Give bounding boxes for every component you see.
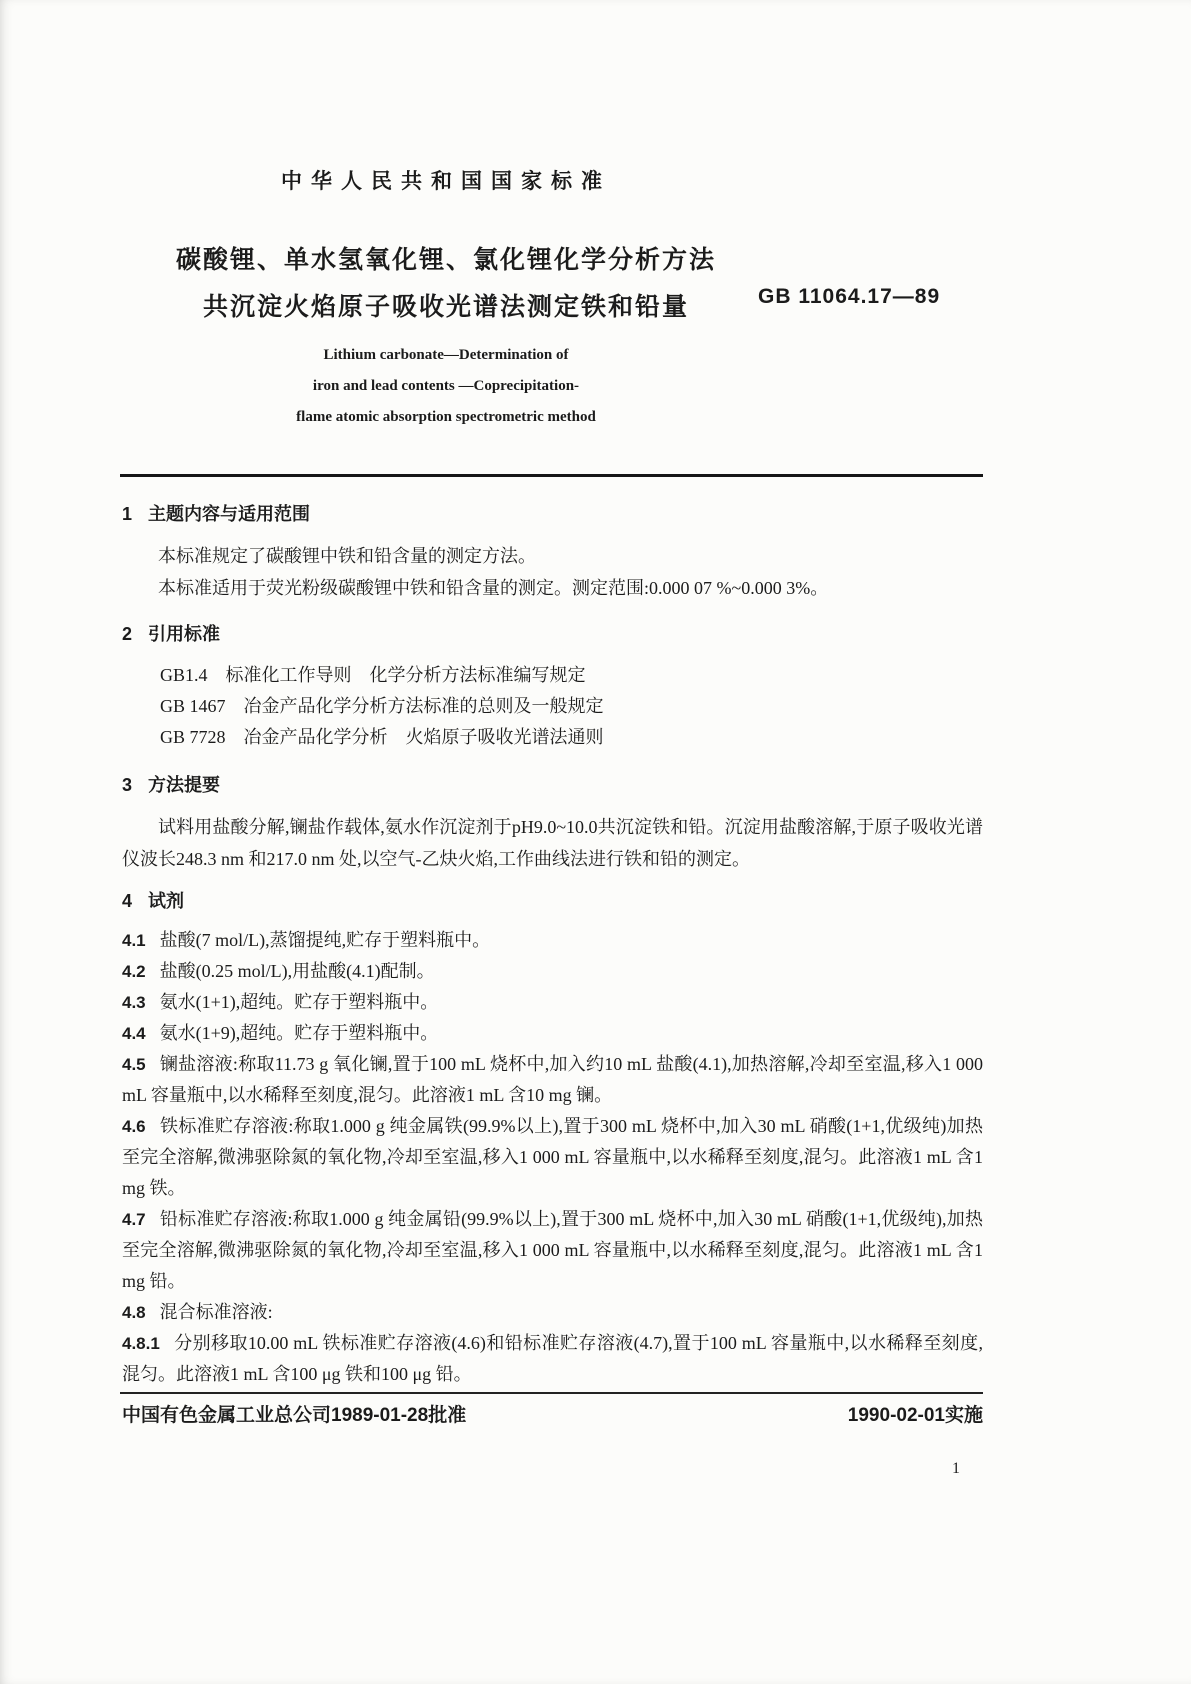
section-1-heading [122, 502, 983, 526]
section-3-number: 3 [122, 775, 133, 795]
clause-number: 4.2 [122, 962, 146, 981]
document-body [122, 490, 983, 1390]
reference-item: GB1.4 标准化工作导则 化学分析方法标准编写规定 [160, 665, 586, 685]
clause-text: 铁标准贮存溶液:称取1.000 g 纯金属铁(99.9%以上),置于300 mL 烧杯中,加入30 mL 硝酸(1+1,优级纯)加热至完全溶解,微沸驱除氮的氧化物,冷却至室温,移入1 000 mL 容量瓶中,以水稀释至刻度,混匀。此溶液1 mL 含1 mg 铁。 [122, 1116, 983, 1198]
clause-number: 4.7 [122, 1210, 146, 1229]
doc-title-en-line2: iron and lead contents —Coprecipitation- [312, 378, 580, 394]
reagent-item-4-8 [122, 1297, 983, 1328]
section-3-heading [122, 773, 983, 797]
clause-number: 4.4 [122, 1024, 146, 1043]
clause-text: 铅标准贮存溶液:称取1.000 g 纯金属铅(99.9%以上),置于300 mL 烧杯中,加入30 mL 硝酸(1+1,优级纯),加热至完全溶解,微沸驱除氮的氧化物,冷却至室温,移入1 000 mL 容量瓶中,以水稀释至刻度,混匀。此溶液1 mL 含1 mg 铅。 [122, 1209, 983, 1291]
reagent-item-4-8-1 [122, 1328, 983, 1390]
section-1-title: 主题内容与适用范围 [148, 504, 311, 524]
doc-title-en-line1: Lithium carbonate—Determination of [323, 347, 569, 363]
clause-text: 分别移取10.00 mL 铁标准贮存溶液(4.6)和铅标准贮存溶液(4.7),置于100 mL 容量瓶中,以水稀释至刻度,混匀。此溶液1 mL 含100 μg 铁和100 μg 铅。 [122, 1333, 983, 1384]
scope-paragraph: 本标准规定了碳酸锂中铁和铅含量的测定方法。 [158, 546, 536, 566]
method-summary-paragraph: 试料用盐酸分解,镧盐作载体,氨水作沉淀剂于pH9.0~10.0共沉淀铁和铅。沉淀用盐酸溶解,于原子吸收光谱仪波长248.3 nm 和217.0 nm 处,以空气-乙炔火焰,工作曲线法进行铁和铅的测定。 [122, 817, 983, 869]
section-3-title: 方法提要 [148, 775, 221, 795]
reagent-item-4-3 [122, 987, 983, 1018]
clause-number: 4.5 [122, 1055, 146, 1074]
clause-number: 4.1 [122, 931, 146, 950]
doc-title-en-line3: flame atomic absorption spectrometric method [296, 409, 596, 425]
header-divider [120, 474, 983, 477]
reference-item: GB 1467 冶金产品化学分析方法标准的总则及一般规定 [160, 696, 604, 716]
reagent-item-4-7 [122, 1204, 983, 1297]
reagent-list [122, 925, 983, 1390]
page-number: 1 [952, 1460, 960, 1477]
section-4-heading [122, 889, 983, 913]
section-4-number: 4 [122, 891, 133, 911]
implementation-note: 1990-02-01实施 [847, 1405, 983, 1426]
section-2-title: 引用标准 [148, 624, 221, 644]
clause-text: 镧盐溶液:称取11.73 g 氧化镧,置于100 mL 烧杯中,加入约10 mL 盐酸(4.1),加热溶解,冷却至室温,移入1 000 mL 容量瓶中,以水稀释至刻度,混匀。此溶液1 mL 含10 mg 镧。 [122, 1054, 983, 1105]
clause-number: 4.8.1 [122, 1334, 160, 1353]
reagent-item-4-2 [122, 956, 983, 987]
clause-text: 氨水(1+1),超纯。贮存于塑料瓶中。 [159, 992, 439, 1012]
doc-title-zh-line1: 碳酸锂、单水氢氧化锂、氯化锂化学分析方法 [175, 246, 716, 274]
footer [122, 1400, 983, 1427]
reference-item: GB 7728 冶金产品化学分析 火焰原子吸收光谱法通则 [160, 727, 604, 747]
reagent-item-4-1 [122, 925, 983, 956]
clause-text: 盐酸(7 mol/L),蒸馏提纯,贮存于塑料瓶中。 [159, 930, 491, 950]
footer-divider [120, 1392, 983, 1394]
section-2-heading [122, 622, 983, 646]
section-1-number: 1 [122, 504, 133, 524]
reagent-item-4-5 [122, 1049, 983, 1111]
reagent-item-4-6 [122, 1111, 983, 1204]
section-2-number: 2 [122, 624, 133, 644]
standard-code: GB 11064.17—89 [758, 285, 941, 308]
clause-number: 4.8 [122, 1303, 146, 1322]
section-4-title: 试剂 [148, 891, 185, 911]
clause-number: 4.6 [122, 1117, 146, 1136]
reagent-item-4-4 [122, 1018, 983, 1049]
clause-number: 4.3 [122, 993, 146, 1012]
range-paragraph: 本标准适用于荧光粉级碳酸锂中铁和铅含量的测定。测定范围:0.000 07 %~0.000 3%。 [158, 578, 829, 598]
clause-text: 混合标准溶液: [159, 1302, 273, 1322]
doc-title-zh-line2: 共沉淀火焰原子吸收光谱法测定铁和铅量 [202, 293, 689, 321]
reference-list [122, 660, 983, 753]
clause-text: 氨水(1+9),超纯。贮存于塑料瓶中。 [159, 1023, 439, 1043]
approval-note: 中国有色金属工业总公司1989-01-28批准 [122, 1405, 467, 1426]
national-standard-label: 中华人民共和国国家标准 [281, 170, 611, 193]
clause-text: 盐酸(0.25 mol/L),用盐酸(4.1)配制。 [159, 961, 435, 981]
